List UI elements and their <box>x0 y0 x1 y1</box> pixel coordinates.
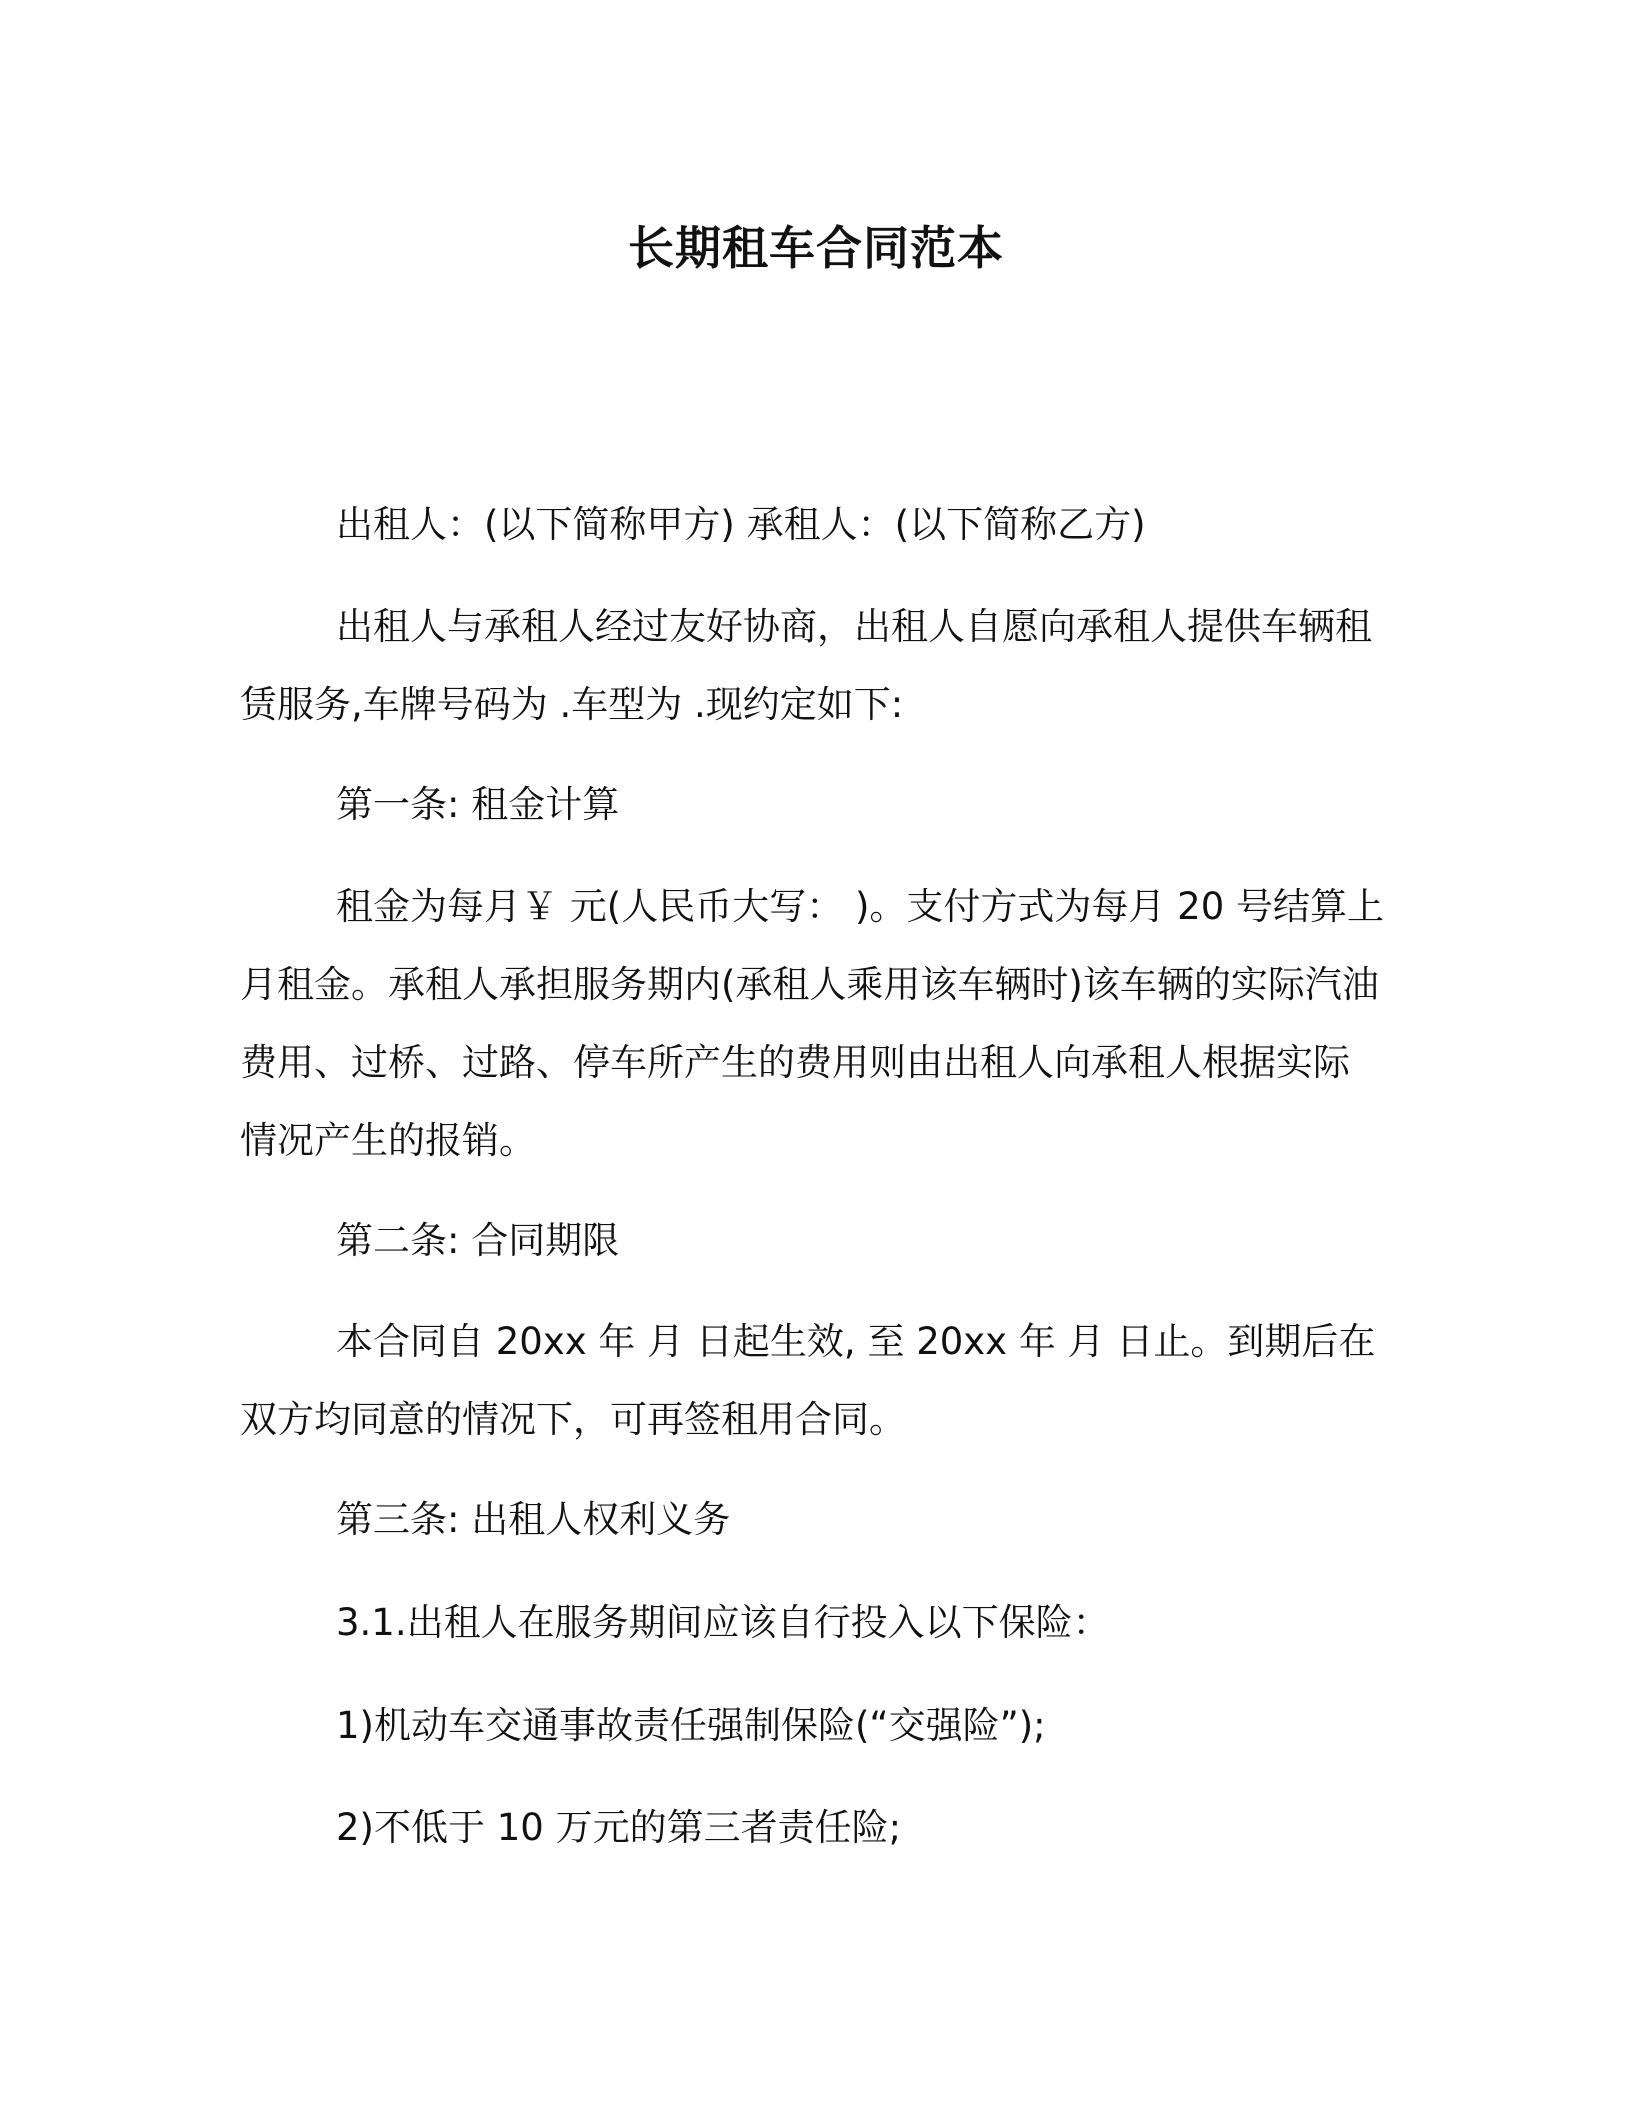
insurance-item-2: 2)不低于 10 万元的第三者责任险; <box>336 1806 902 1849</box>
article-3-heading: 第三条: 出租人权利义务 <box>336 1498 731 1541</box>
parties-line: 出租人：(以下简称甲方) 承租人：(以下简称乙方) <box>336 503 1146 546</box>
document-title: 长期租车合同范本 <box>628 221 1004 275</box>
insurance-item-1: 1)机动车交通事故责任强制保险(“交强险”); <box>336 1704 1046 1747</box>
article-2-heading: 第二条: 合同期限 <box>336 1219 620 1262</box>
article-1-heading: 第一条: 租金计算 <box>336 783 620 826</box>
clause-3-1: 3.1.出租人在服务期间应该自行投入以下保险： <box>336 1601 1110 1644</box>
article-2-body: 本合同自 20xx 年 月 日起生效, 至 20xx 年 月 日止。到期后在双方均同意的情况下，可再签租用合同。 <box>240 1320 1376 1441</box>
intro-paragraph: 出租人与承租人经过友好协商，出租人自愿向承租人提供车辆租赁服务,车牌号码为 .车型为 .现约定如下: <box>240 605 1372 726</box>
article-1-body: 租金为每月￥ 元(人民币大写： )。支付方式为每月 20 号结算上月租金。承租人承担服务期内(承租人乘用该车辆时)该车辆的实际汽油费用、过桥、过路、停车所产生的费用则由出租人向承租人根据实际情况产生的报销。 <box>240 885 1384 1162</box>
